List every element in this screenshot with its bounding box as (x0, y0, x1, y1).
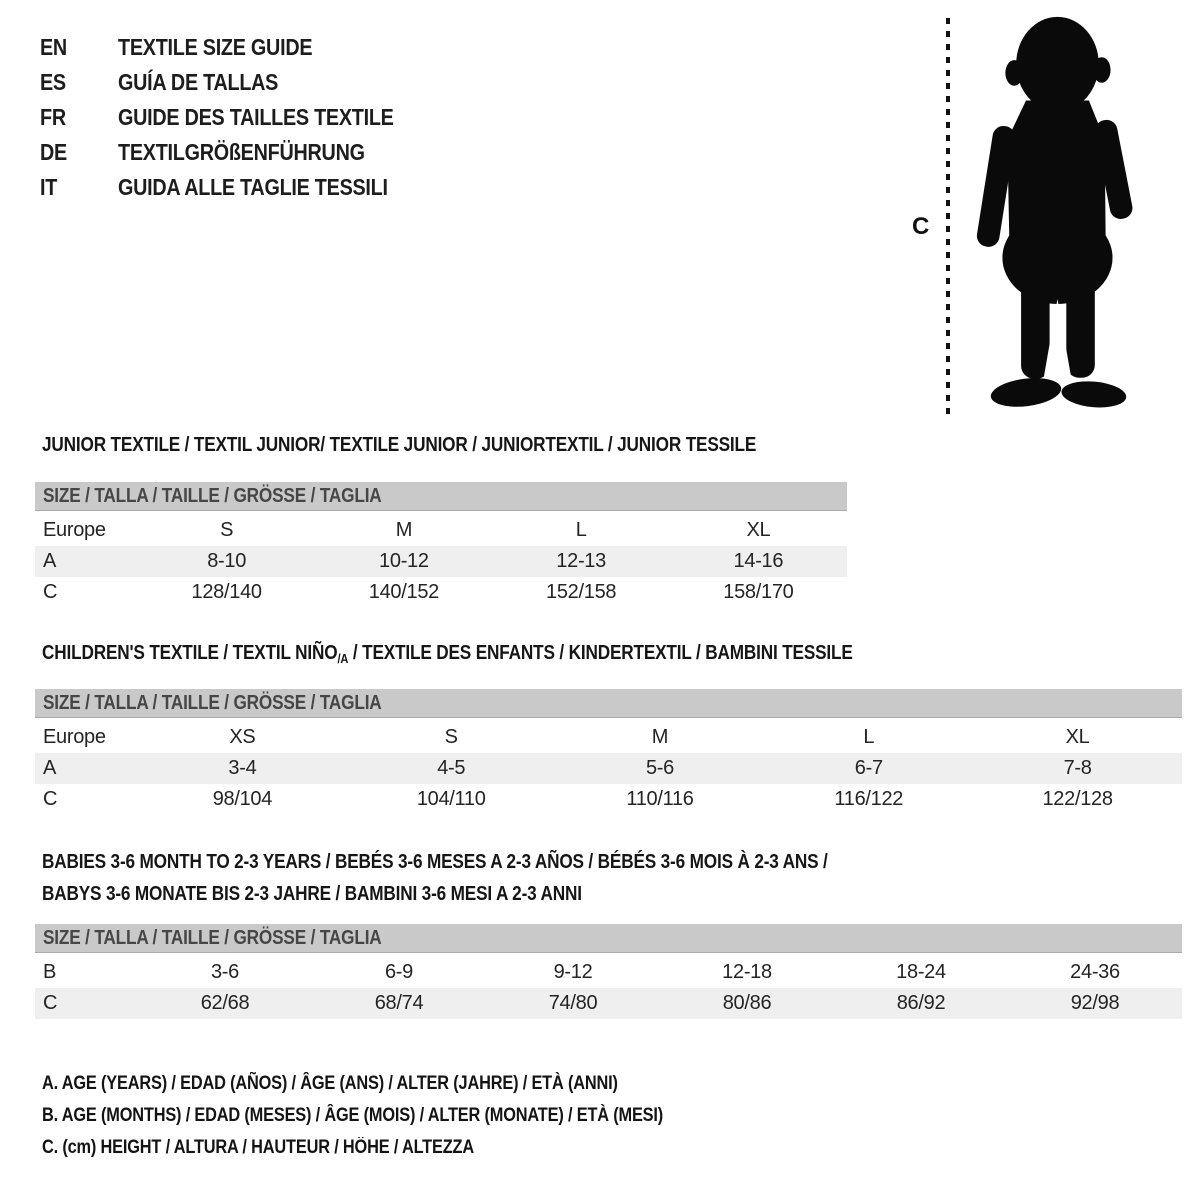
table-cell: 3-6 (210, 961, 239, 983)
table-cell: 24-36 (1070, 961, 1120, 983)
language-code: IT (40, 174, 58, 200)
table-cell: 8-10 (207, 550, 247, 572)
nino-a-subscript: /A (337, 651, 349, 666)
language-code: DE (40, 139, 67, 165)
row-label: A (43, 757, 57, 779)
language-label: TEXTILE SIZE GUIDE (118, 34, 313, 60)
table-cell: 116/122 (834, 788, 904, 810)
table-cell: 3-4 (228, 757, 257, 779)
table-cell: 92/98 (1070, 992, 1120, 1014)
table-cell: 7-8 (1063, 757, 1092, 779)
size-header-bar: SIZE / TALLA / TAILLE / GRÖSSE / TAGLIA (35, 924, 1182, 953)
table-cell: XL (746, 519, 771, 541)
table-cell: XL (1065, 726, 1090, 748)
table-cell: L (575, 519, 587, 541)
row-label: A (43, 550, 57, 572)
table-cell: 5-6 (645, 757, 674, 779)
language-row-fr (40, 100, 439, 135)
table-cell: 122/128 (1042, 788, 1113, 810)
language-row-es (40, 65, 439, 100)
language-label: GUIDE DES TAILLES TEXTILE (118, 104, 394, 130)
table-row (35, 546, 847, 577)
table-cell: 128/140 (191, 581, 262, 603)
row-label: Europe (43, 726, 106, 748)
table-cell: 12-13 (556, 550, 606, 572)
size-header-bar: SIZE / TALLA / TAILLE / GRÖSSE / TAGLIA (35, 689, 1182, 718)
junior-section-title: JUNIOR TEXTILE / TEXTIL JUNIOR/ TEXTILE JUNIOR / JUNIORTEXTIL / JUNIOR TESSILE (42, 434, 757, 456)
language-label: TEXTILGRÖßENFÜHRUNG (118, 139, 365, 165)
table-row (35, 753, 1182, 784)
row-label: Europe (43, 519, 106, 541)
row-label: C (43, 992, 58, 1014)
table-cell: S (220, 519, 234, 541)
table-row (35, 515, 847, 546)
language-code: ES (40, 69, 66, 95)
table-cell: 110/116 (626, 788, 694, 810)
row-label: C (43, 581, 58, 603)
table-cell: 68/74 (374, 992, 424, 1014)
language-row-de (40, 135, 439, 170)
table-cell: 80/86 (722, 992, 772, 1014)
measurement-legend (42, 1068, 764, 1164)
children-section-title: CHILDREN'S TEXTILE / TEXTIL $NIÑO_{/A}$ / TEXTILE DES ENFANTS / KINDERTEXTIL / BAMBINI TESSILE (42, 642, 853, 666)
table-row (35, 577, 847, 608)
height-measure-dashed-line (946, 18, 950, 416)
table-cell: 98/104 (212, 788, 273, 810)
language-list (40, 30, 439, 205)
table-cell: 6-9 (384, 961, 413, 983)
table-cell: S (444, 726, 458, 748)
table-cell: 74/80 (548, 992, 598, 1014)
baby-toddler-silhouette-icon (963, 10, 1148, 418)
legend-line-a: A. AGE (YEARS) / EDAD (AÑOS) / ÂGE (ANS) / ALTER (JAHRE) / ETÀ (ANNI) (42, 1073, 618, 1094)
table-cell: 158/170 (723, 581, 794, 603)
legend-line-c: C. (cm) HEIGHT / ALTURA / HAUTEUR / HÖHE / ALTEZZA (42, 1137, 474, 1158)
language-row-en (40, 30, 439, 65)
table-row (35, 957, 1182, 988)
table-cell: 6-7 (854, 757, 883, 779)
language-label: GUIDA ALLE TAGLIE TESSILI (118, 174, 388, 200)
children-size-table (35, 689, 1182, 815)
table-cell: 140/152 (368, 581, 439, 603)
table-cell: M (395, 519, 413, 541)
table-cell: XS (229, 726, 256, 748)
row-label: B (43, 961, 57, 983)
language-code: EN (40, 34, 67, 60)
table-cell: 12-18 (722, 961, 772, 983)
table-cell: 104/110 (416, 788, 486, 810)
language-row-it (40, 170, 439, 205)
table-cell: 9-12 (553, 961, 593, 983)
junior-size-table (35, 482, 847, 608)
table-cell: 10-12 (379, 550, 429, 572)
babies-size-table (35, 924, 1182, 1019)
language-label: GUÍA DE TALLAS (118, 69, 279, 95)
row-label: C (43, 788, 58, 810)
table-cell: 152/158 (546, 581, 617, 603)
legend-line-b: B. AGE (MONTHS) / EDAD (MESES) / ÂGE (MOIS) / ALTER (MONATE) / ETÀ (MESI) (42, 1105, 664, 1126)
language-code: FR (40, 104, 66, 130)
table-cell: L (863, 726, 875, 748)
height-measure-label: C (912, 213, 930, 240)
table-cell: 86/92 (896, 992, 946, 1014)
babies-section-title: BABIES 3-6 MONTH TO 2-3 YEARS / BEBÉS 3-6 MESES A 2-3 AÑOS / BÉBÉS 3-6 MOIS À 2-3 ANS / BABYS 3-6 MONATE BIS 2-3 JAHRE / BAMBINI 3-6 MESI A 2-3 ANNI (42, 851, 828, 905)
table-cell: 62/68 (200, 992, 250, 1014)
table-cell: 18-24 (896, 961, 946, 983)
table-cell: M (651, 726, 669, 748)
table-row (35, 784, 1182, 815)
table-cell: 14-16 (733, 550, 784, 572)
table-row (35, 722, 1182, 753)
size-header-bar: SIZE / TALLA / TAILLE / GRÖSSE / TAGLIA (35, 482, 847, 511)
table-row (35, 988, 1182, 1019)
table-cell: 4-5 (437, 757, 466, 779)
